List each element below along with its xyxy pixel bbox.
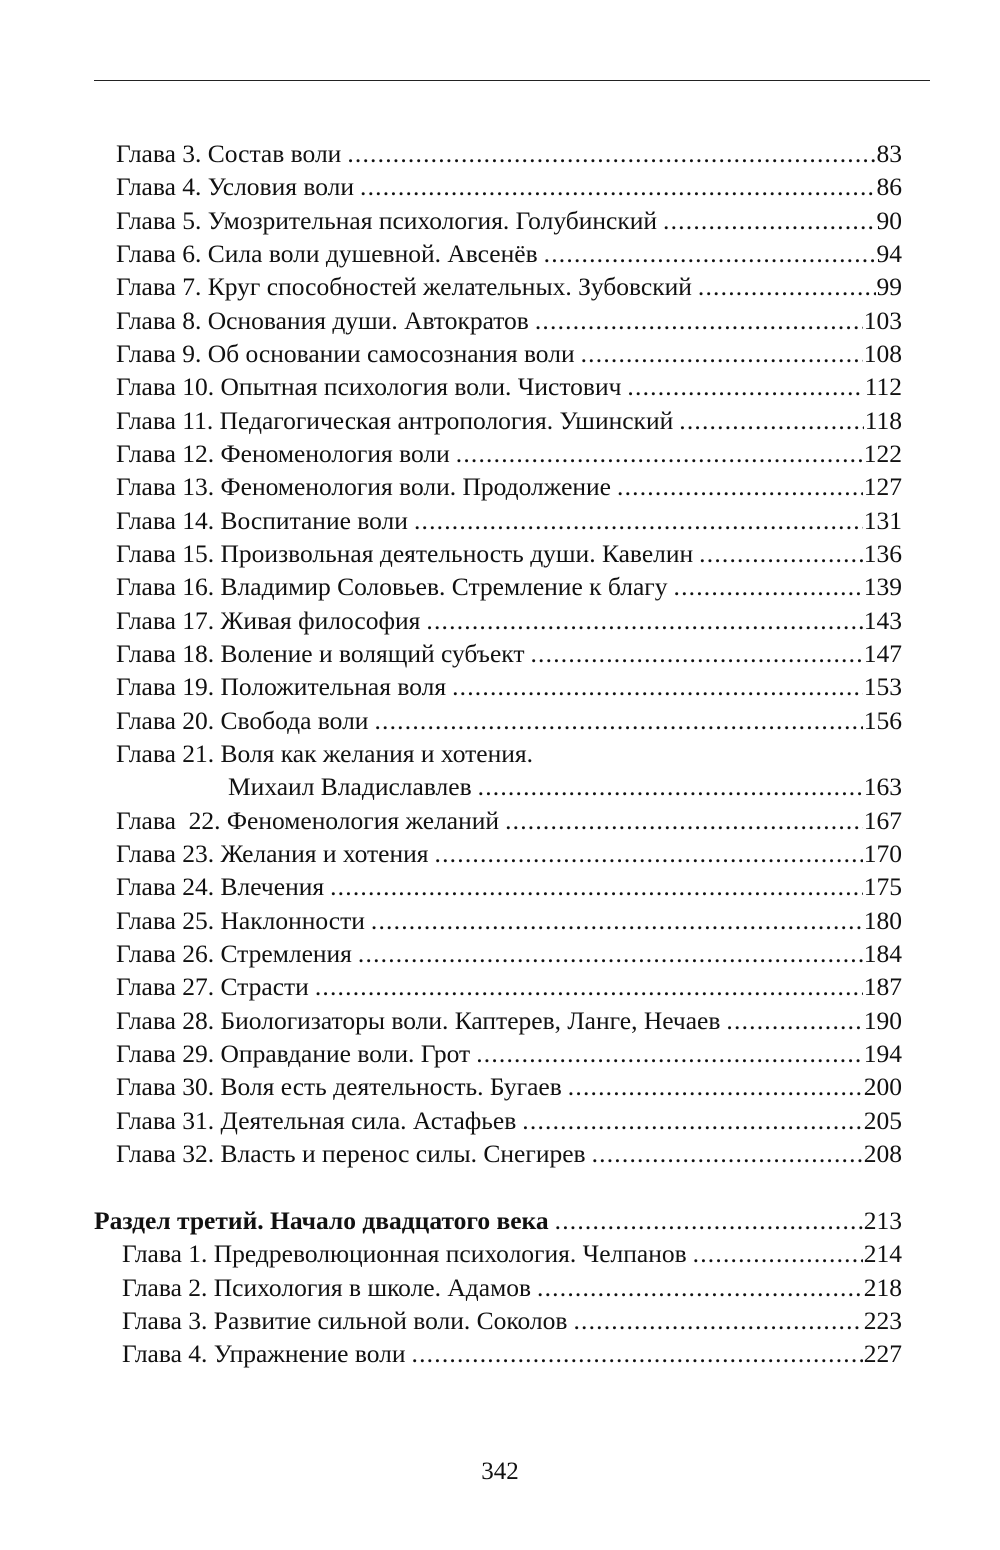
toc-entry-page: 127 [863,472,902,501]
toc-entry-title: Глава 16. Владимир Соловьев. Стремление к благу [116,572,668,601]
toc-entry[interactable] [116,274,902,300]
toc-entry-title: Глава 14. Воспитание воли [116,506,408,535]
toc-leader [698,274,876,300]
toc-entry-page: 190 [863,1006,902,1035]
toc-entry-page: 153 [863,672,902,701]
toc-leader [478,774,863,800]
toc-leader [573,1308,862,1334]
toc-entry-page: 167 [863,806,902,835]
toc-leader [522,1108,862,1134]
toc-entry-page: 194 [863,1039,902,1068]
toc-entry[interactable] [116,908,902,934]
toc-leader [617,474,863,500]
toc-entry-page: 108 [863,339,902,368]
toc-leader [358,941,863,967]
toc-entry-page: 122 [863,439,902,468]
toc-entry[interactable] [116,641,902,667]
toc-leader [371,908,863,934]
toc-entry[interactable] [116,541,902,567]
toc-entry-title: Глава 11. Педагогическая антропология. Ушинский [116,406,674,435]
toc-entry-page: 218 [863,1273,902,1302]
toc-leader [530,641,862,667]
toc-leader [535,308,863,334]
toc-entry-title[interactable]: Глава 21. Воля как желания и хотения. [116,739,533,768]
toc-entry-page: 118 [864,406,902,435]
toc-entry-title: Глава 1. Предреволюционная психология. Челпанов [122,1239,687,1268]
toc-entry[interactable] [122,1275,902,1301]
toc-leader [674,574,863,600]
toc-entry-title: Глава 30. Воля есть деятельность. Бугаев [116,1072,562,1101]
toc-entry[interactable] [116,241,902,267]
toc-entry[interactable] [116,374,902,400]
page-number: 342 [481,1458,519,1485]
toc-leader [330,874,863,900]
toc-entry[interactable] [116,574,902,600]
toc-entry-title: Глава 9. Об основании самосознания воли [116,339,575,368]
toc-entry-title: Глава 10. Опытная психология воли. Чистович [116,372,622,401]
toc-entry[interactable] [122,1341,902,1367]
toc-entry[interactable] [116,141,902,167]
toc-entry-title: Глава 15. Произвольная деятельность души. Кавелин [116,539,694,568]
toc-entry-title: Глава 23. Желания и хотения [116,839,429,868]
toc-entry-page: 163 [863,772,902,801]
toc-entry-page: 200 [863,1072,902,1101]
toc-entry[interactable] [116,1108,902,1134]
toc-entry[interactable] [116,508,902,534]
toc-section-title: Раздел третий. Начало двадцатого века [94,1206,549,1235]
toc-entry-title: Глава 31. Деятельная сила. Астафьев [116,1106,517,1135]
toc-entry[interactable] [116,841,902,867]
toc-entry[interactable] [116,1074,902,1100]
toc-entry[interactable] [116,941,902,967]
toc-leader [537,1275,863,1301]
header-rule [94,80,930,81]
toc-entry-title: Глава 18. Воление и волящий субъект [116,639,525,668]
toc-entry-page: 213 [863,1206,902,1235]
toc-entry[interactable] [116,341,902,367]
toc-entry-title: Глава 22. Феноменология желаний [116,806,500,835]
toc-entry-title: Глава 32. Власть и перенос силы. Снегирев [116,1139,586,1168]
toc-entry[interactable] [116,1008,902,1034]
toc-leader [414,508,863,534]
toc-entry[interactable] [116,808,902,834]
toc-leader [347,141,875,167]
toc-entry-page: 136 [863,539,902,568]
toc-entry-title: Глава 2. Психология в школе. Адамов [122,1273,532,1302]
toc-entry-page: 86 [876,172,902,201]
toc-section-entry[interactable] [94,1208,902,1234]
toc-entry[interactable] [116,308,902,334]
toc-entry[interactable] [116,441,902,467]
toc-leader [627,374,863,400]
toc-entry[interactable] [116,1141,902,1167]
toc-entry[interactable] [116,874,902,900]
toc-entry-title: Глава 26. Стремления [116,939,352,968]
toc-entry-title: Глава 25. Наклонности [116,906,365,935]
toc-entry-page: 147 [863,639,902,668]
toc-entry-page: 205 [863,1106,902,1135]
toc-entry-title: Глава 6. Сила воли душевной. Авсенёв [116,239,538,268]
toc-leader [435,841,863,867]
toc-entry[interactable] [116,974,902,1000]
toc-entry-page: 187 [863,972,902,1001]
toc-entry[interactable] [122,1308,902,1334]
toc-entry-page: 90 [876,206,902,235]
toc-entry-page: 143 [863,606,902,635]
toc-leader [374,708,862,734]
toc-leader [693,1241,863,1267]
toc-leader [505,808,863,834]
toc-leader [555,1208,863,1234]
toc-entry-title: Глава 3. Развитие сильной воли. Соколов [122,1306,568,1335]
toc-entry[interactable] [116,674,902,700]
toc-entry-page: 103 [863,306,902,335]
toc-entry-title: Глава 3. Состав воли [116,139,342,168]
toc-entry-page: 112 [864,372,902,401]
toc-entry[interactable] [122,1241,902,1267]
toc-entry-page: 208 [863,1139,902,1168]
toc-leader [452,674,863,700]
toc-leader [663,208,875,234]
toc-entry-page: 156 [863,706,902,735]
toc-entry-title: Глава 12. Феноменология воли [116,439,450,468]
toc-entry[interactable] [116,208,902,234]
toc-entry-page: 170 [863,839,902,868]
toc-leader [581,341,863,367]
toc-entry-title: Глава 7. Круг способностей желательных. Зубовский [116,272,692,301]
toc-entry-title: Глава 28. Биологизаторы воли. Каптерев, Ланге, Нечаев [116,1006,721,1035]
toc-entry-page: 99 [876,272,902,301]
toc-entry-title: Глава 5. Умозрительная психология. Голубинский [116,206,658,235]
toc-entry-title: Глава 4. Упражнение воли [122,1339,406,1368]
toc-leader [426,608,862,634]
toc-leader [544,241,876,267]
toc-entry-title: Глава 19. Положительная воля [116,672,447,701]
toc-entry[interactable] [116,474,902,500]
toc-entry-title: Михаил Владиславлев [228,772,472,801]
toc-entry-title: Глава 24. Влечения [116,872,325,901]
toc-entry-page: 180 [863,906,902,935]
toc-entry-page: 214 [863,1239,902,1268]
toc-entry-title: Глава 13. Феноменология воли. Продолжение [116,472,611,501]
toc-entry-page: 83 [876,139,902,168]
toc-leader [726,1008,862,1034]
toc-entry-page: 94 [876,239,902,268]
toc-leader [679,408,863,434]
toc-entry-title: Глава 4. Условия воли [116,172,354,201]
toc-entry-title: Глава 17. Живая философия [116,606,421,635]
toc-entry-page: 184 [863,939,902,968]
toc-entry-page: 223 [863,1306,902,1335]
toc-entry[interactable] [228,774,902,800]
toc-entry-page: 175 [863,872,902,901]
toc-leader [592,1141,863,1167]
toc-leader [360,174,876,200]
toc-entry-page: 139 [863,572,902,601]
toc-entry-title: Глава 27. Страсти [116,972,309,1001]
toc-leader [456,441,863,467]
toc-leader [315,974,863,1000]
toc-leader [568,1074,863,1100]
toc-entry[interactable] [116,708,902,734]
toc-entry-title: Глава 29. Оправдание воли. Грот [116,1039,471,1068]
toc-leader [699,541,863,567]
toc-entry[interactable] [116,608,902,634]
toc-leader [412,1341,863,1367]
toc-entry-title: Глава 20. Свобода воли [116,706,369,735]
toc-entry[interactable] [116,1041,902,1067]
toc-entry-page: 131 [863,506,902,535]
toc-entry-title: Глава 8. Основания души. Автократов [116,306,529,335]
toc-entry[interactable] [116,408,902,434]
toc-leader [476,1041,863,1067]
toc-entry-page: 227 [863,1339,902,1368]
toc-entry[interactable] [116,174,902,200]
